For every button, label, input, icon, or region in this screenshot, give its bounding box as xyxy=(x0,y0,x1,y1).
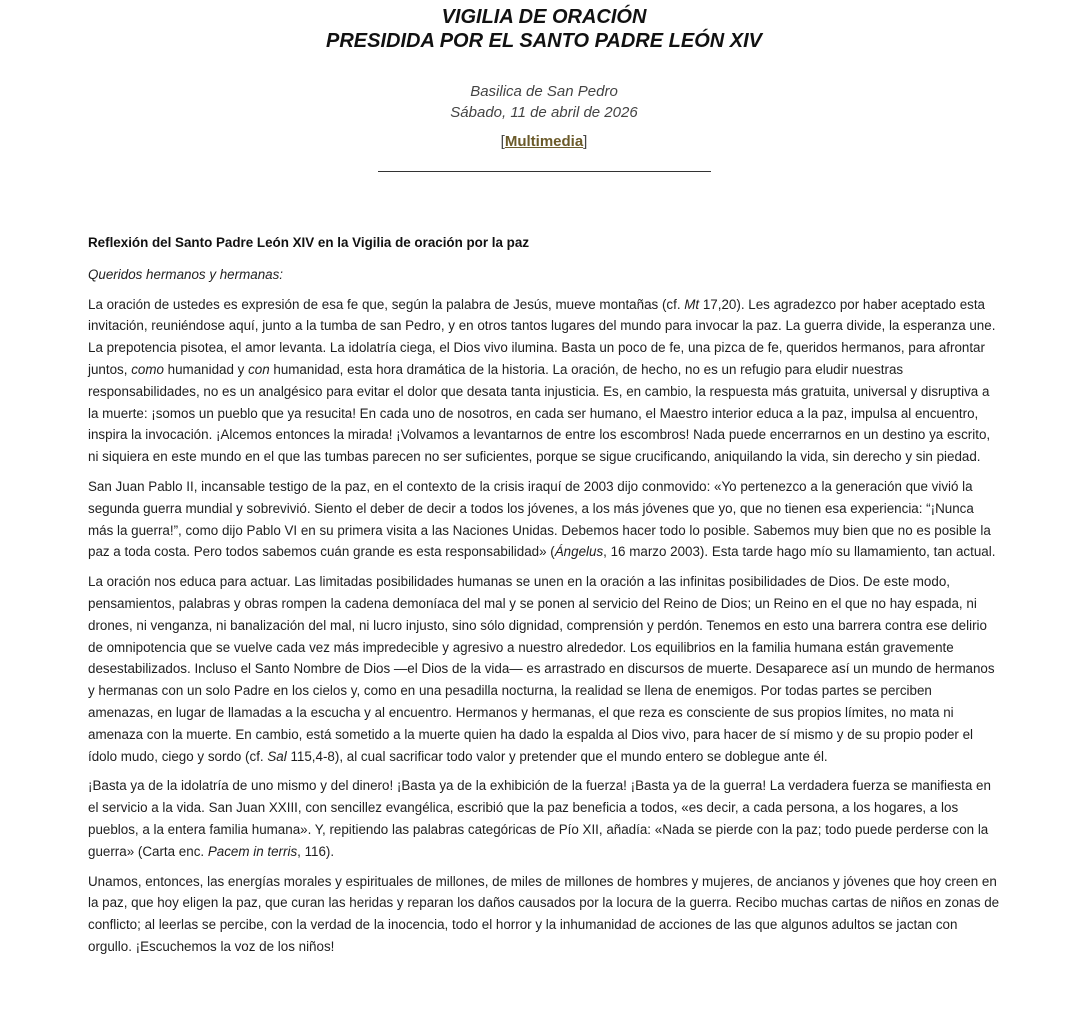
paragraph-2-citation: Ángelus xyxy=(554,544,604,560)
paragraph-4-citation: Pacem in terris xyxy=(207,843,298,859)
paragraph-3-citation: Sal xyxy=(267,748,287,764)
paragraph-2-text-b: , 16 marzo 2003). Esta tarde hago mío su llamamiento, tan actual. xyxy=(603,544,996,560)
header-divider xyxy=(378,171,711,172)
event-date: Sábado, 11 de abril de 2026 xyxy=(450,104,638,121)
paragraph-1-text-c: humanidad y xyxy=(163,361,249,377)
event-details xyxy=(0,81,1088,123)
paragraph-1-citation: Mt xyxy=(684,296,700,312)
paragraph-1-text-a: La oración de ustedes es expresión de esa fe que, según la palabra de Jesús, mueve montañas (cf. xyxy=(88,296,685,312)
multimedia-line xyxy=(0,132,1088,152)
bracket-close: ] xyxy=(583,133,588,150)
paragraph-1-emphasis-con: con xyxy=(248,361,270,377)
paragraph-2-text-a: San Juan Pablo II, incansable testigo de la paz, en el contexto de la crisis iraquí de 2003 dijo conmovido: «Yo pertenezco a la generación que vivió la segunda guerra mundial y sobrevivió. Siento el deber de decir a todos los jóvenes, a los más jóvenes que yo, que no tienen esa experiencia: “¡Nunca más la guerra!”, como dijo Pablo VI en su primera visita a las Naciones Unidas. Debemos hacer todo lo posible. Sabemos muy bien que no es posible la paz a toda costa. Pero todos sabemos cuán grande es esta responsabilidad» ( xyxy=(88,478,991,560)
paragraph-3 xyxy=(88,571,1000,767)
article-heading: Reflexión del Santo Padre León XIV en la Vigilia de oración por la paz xyxy=(88,235,530,250)
page-title xyxy=(0,0,1088,53)
paragraph-4-text-a: ¡Basta ya de la idolatría de uno mismo y del dinero! ¡Basta ya de la exhibición de la fuerza! ¡Basta ya de la guerra! La verdadera fuerza se manifiesta en el servicio a la vida. San Juan XXIII, con sencillez evangélica, escribió que la paz beneficia a todos, «es decir, a cada persona, a los hogares, a los pueblos, a la entera familia humana». Y, repitiendo las palabras categóricas de Pío XII, añadía: «Nada se pierde con la paz; todo puede perderse con la guerra» (Carta enc. xyxy=(88,778,991,859)
paragraph-5: Unamos, entonces, las energías morales y espirituales de millones, de miles de millones de hombres y mujeres, de ancianos y jóvenes que hoy creen en la paz, que hoy eligen la paz, que curan las heridas y reparan los daños causados por la locura de la guerra. Recibo muchas cartas de niños en zonas de conflicto; al leerlas se percibe, con la verdad de la inocencia, todo el horror y la inhumanidad de acciones de las que algunos adultos se jactan con orgullo. ¡Escuchemos la voz de los niños! xyxy=(88,873,1000,954)
paragraph-3-text-b: 115,4-8), al cual sacrificar todo valor y pretender que el mundo entero se doblegue ante él. xyxy=(286,748,828,764)
article-body xyxy=(88,232,1000,966)
paragraph-3-text-a: La oración nos educa para actuar. Las limitadas posibilidades humanas se unen en la oración a las infinitas posibilidades de Dios. De este modo, pensamientos, palabras y obras rompen la cadena demoníaca del mal y se ponen al servicio del Reino de Dios; un Reino en el que no hay espada, ni drones, ni venganza, ni banalización del mal, ni lucro injusto, sino sólo dignidad, comprensión y perdón. Tenemos en esto una barrera contra ese delirio de omnipotencia que se vuelve cada vez más impredecible y agresivo a nuestro alrededor. Los equilibrios en la familia humana están gravemente desestabilizados. Incluso el Santo Nombre de Dios —el Dios de la vida— es arrastrado en discursos de muerte. Desaparece así un mundo de hermanos y hermanas con un solo Padre en los cielos y, como en una pesadilla nocturna, la realidad se llena de enemigos. Por todas partes se perciben amenazas, en lugar de llamadas a la escucha y al encuentro. Hermanos y hermanas, el que reza es consciente de sus propios límites, no mata ni amenaza con la muerte. En cambio, está sometido a la muerte quien ha dado la espalda al Dios vivo, para hacer de sí mismo y de su propio poder el ídolo mudo, ciego y sordo (cf. xyxy=(88,574,995,764)
paragraph-2 xyxy=(88,476,1000,563)
title-line-2: PRESIDIDA POR EL SANTO PADRE LEÓN XIV xyxy=(326,30,762,52)
paragraph-1 xyxy=(88,294,1000,468)
multimedia-link[interactable]: Multimedia xyxy=(504,133,584,150)
article-greeting: Queridos hermanos y hermanas: xyxy=(88,266,284,282)
paragraph-4 xyxy=(88,775,1000,862)
event-location: Basilica de San Pedro xyxy=(470,83,618,100)
paragraph-1-text-b: 17,20). Les agradezco por haber aceptado esta invitación, reuniéndose aquí, junto a la tumba de san Pedro, y en otros tantos lugares del mundo para invocar la paz. La guerra divide, la esperanza une. La prepotencia pisotea, el amor levanta. La idolatría ciega, el Dios vivo ilumina. Basta un poco de fe, una pizca de fe, queridos hermanos, para afrontar juntos, xyxy=(88,296,996,377)
paragraph-1-text-d: humanidad, esta hora dramática de la historia. La oración, de hecho, no es un refugio para eludir nuestras responsabilidades, no es un analgésico para evitar el dolor que desata tanta injusticia. Es, en cambio, la respuesta más gratuita, universal y disruptiva a la muerte: ¡somos un pueblo que ya resucita! En cada uno de nosotros, en cada ser humano, el Maestro interior educa a la paz, impulsa al encuentro, inspira la invocación. ¡Alcemos entonces la mirada! ¡Volvamos a levantarnos de entre los escombros! Nada puede encerrarnos en un destino ya escrito, ni siquiera en este mundo en el que las tumbas parecen no ser suficientes, porque se sigue crucificando, aniquilando la vida, sin derecho y sin piedad. xyxy=(88,361,991,465)
paragraph-4-text-b: , 116). xyxy=(297,843,335,859)
paragraph-1-emphasis-como: como xyxy=(131,361,164,377)
bracket-open: [ xyxy=(500,133,505,150)
title-line-1: VIGILIA DE ORACIÓN xyxy=(441,6,647,28)
